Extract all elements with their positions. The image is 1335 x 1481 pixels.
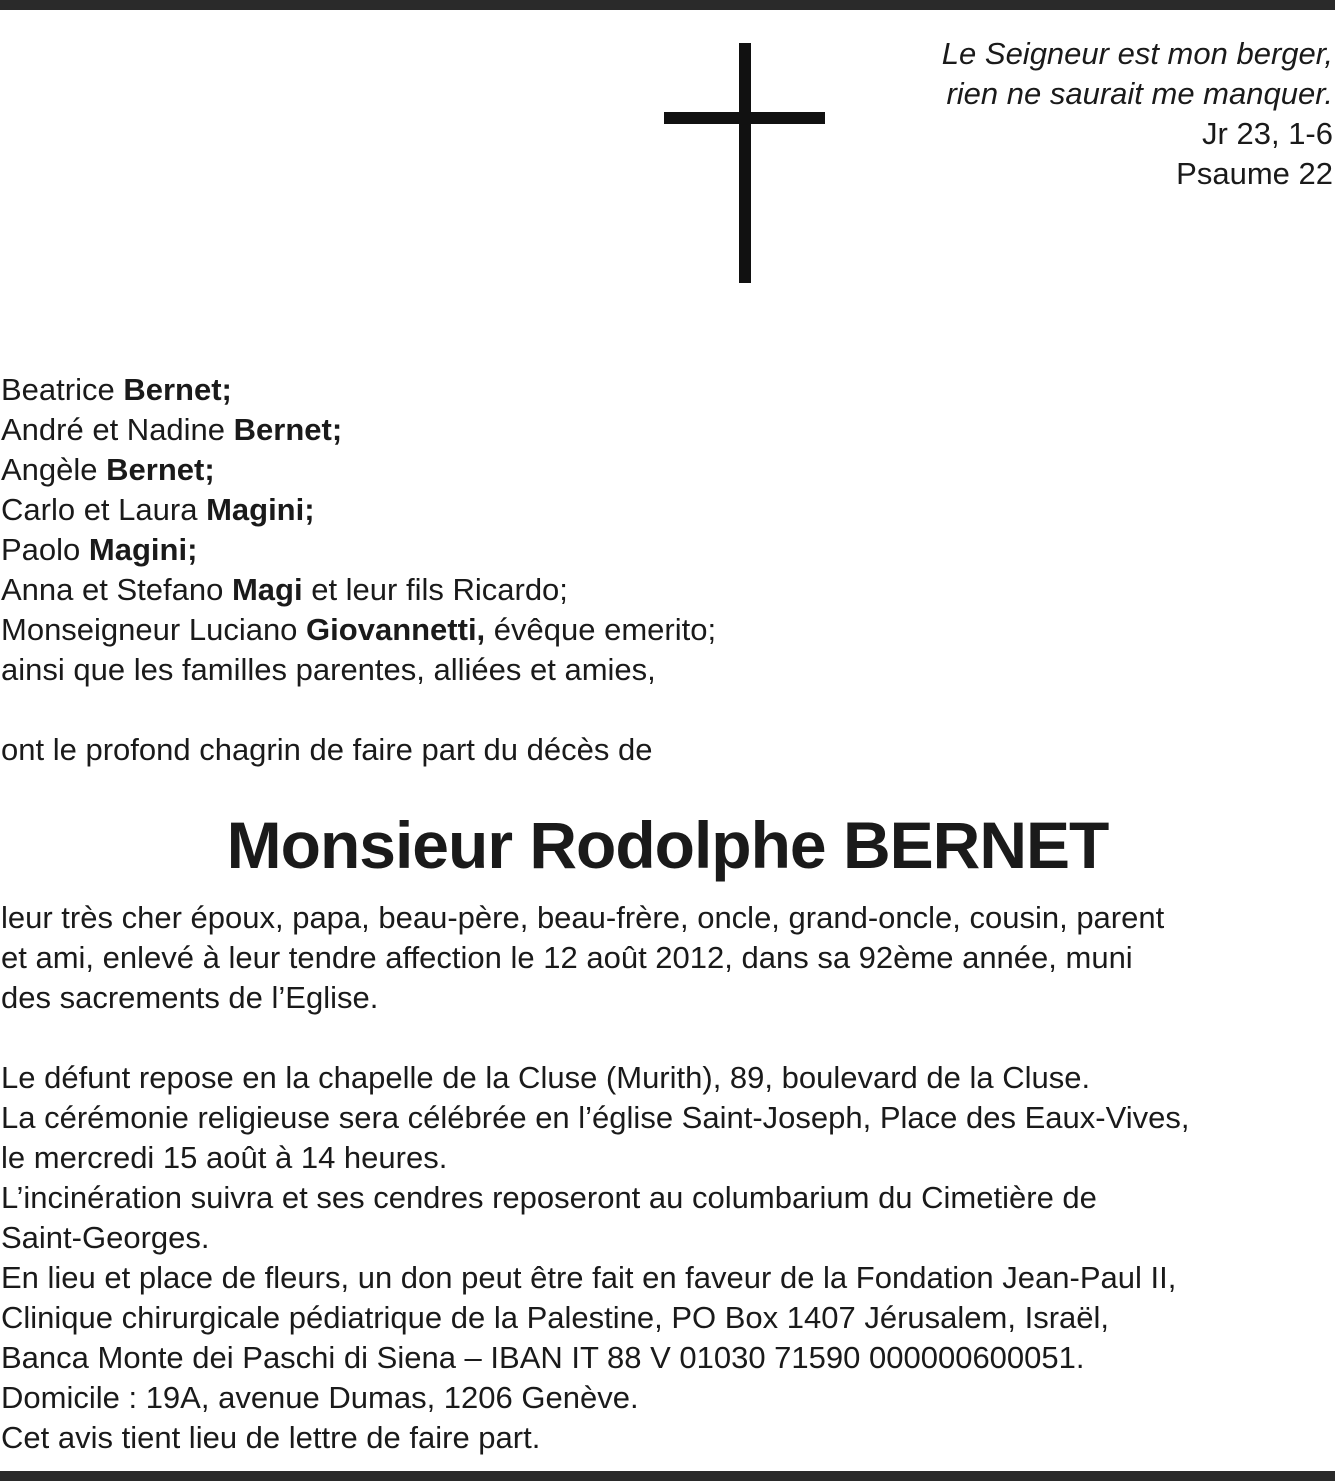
family-surname: Giovannetti,	[306, 612, 486, 647]
family-list	[1, 370, 716, 690]
family-line: André et Nadine Bernet;	[1, 412, 343, 447]
family-line: Beatrice Bernet;	[1, 372, 232, 407]
details-line: Cet avis tient lieu de lettre de faire part.	[1, 1420, 541, 1455]
tribute-line: leur très cher époux, papa, beau-père, beau-frère, oncle, grand-oncle, cousin, parent	[1, 900, 1165, 935]
details-line: L’incinération suivra et ses cendres reposeront au columbarium du Cimetière de	[1, 1180, 1097, 1215]
verse-reference-1: Jr 23, 1-6	[1202, 116, 1333, 151]
verse-reference-2: Psaume 22	[1176, 156, 1333, 191]
bible-verse	[813, 34, 1333, 194]
details-line: Clinique chirurgicale pédiatrique de la Palestine, PO Box 1407 Jérusalem, Israël,	[1, 1300, 1109, 1335]
details-line: Banca Monte dei Paschi di Siena – IBAN IT 88 V 01030 71590 000000600051.	[1, 1340, 1085, 1375]
tribute-line: et ami, enlevé à leur tendre affection le 12 août 2012, dans sa 92ème année, muni	[1, 940, 1133, 975]
family-surname: Magi	[231, 572, 303, 607]
cross-horizontal-bar	[664, 112, 825, 124]
family-surname: Bernet;	[106, 452, 215, 487]
tribute-paragraph	[1, 898, 1164, 1018]
family-surname: Bernet;	[233, 412, 343, 447]
details-line: Le défunt repose en la chapelle de la Cluse (Murith), 89, boulevard de la Cluse.	[1, 1060, 1091, 1095]
announcement-text: ont le profond chagrin de faire part du décès de	[1, 732, 653, 767]
family-line: Monseigneur Luciano Giovannetti, évêque emerito;	[1, 612, 717, 647]
family-line: Paolo Magini;	[1, 532, 198, 567]
bottom-border-rule	[0, 1471, 1335, 1481]
details-line: La cérémonie religieuse sera célébrée en l’église Saint-Joseph, Place des Eaux-Vives,	[1, 1100, 1190, 1135]
family-closing-line: ainsi que les familles parentes, alliées et amies,	[1, 652, 656, 687]
verse-line-1: Le Seigneur est mon berger,	[941, 36, 1333, 71]
details-line: Saint-Georges.	[1, 1220, 210, 1255]
cross-icon	[664, 43, 825, 283]
family-line: Anna et Stefano Magi et leur fils Ricardo;	[1, 572, 568, 607]
details-line: Domicile : 19A, avenue Dumas, 1206 Genève.	[1, 1380, 639, 1415]
family-line: Angèle Bernet;	[1, 452, 215, 487]
family-surname: Magini;	[88, 532, 198, 567]
details-line: En lieu et place de fleurs, un don peut être fait en faveur de la Fondation Jean-Paul II,	[1, 1260, 1177, 1295]
family-line: Carlo et Laura Magini;	[1, 492, 315, 527]
details-line: le mercredi 15 août à 14 heures.	[1, 1140, 448, 1175]
deceased-name: Monsieur Rodolphe BERNET	[226, 808, 1109, 882]
top-border-rule	[0, 0, 1335, 10]
verse-line-2: rien ne saurait me manquer.	[946, 76, 1333, 111]
family-surname: Magini;	[206, 492, 315, 527]
family-surname: Bernet;	[123, 372, 232, 407]
ceremony-details	[1, 1058, 1189, 1458]
cross-vertical-bar	[739, 43, 751, 283]
tribute-line: des sacrements de l’Eglise.	[1, 980, 379, 1015]
